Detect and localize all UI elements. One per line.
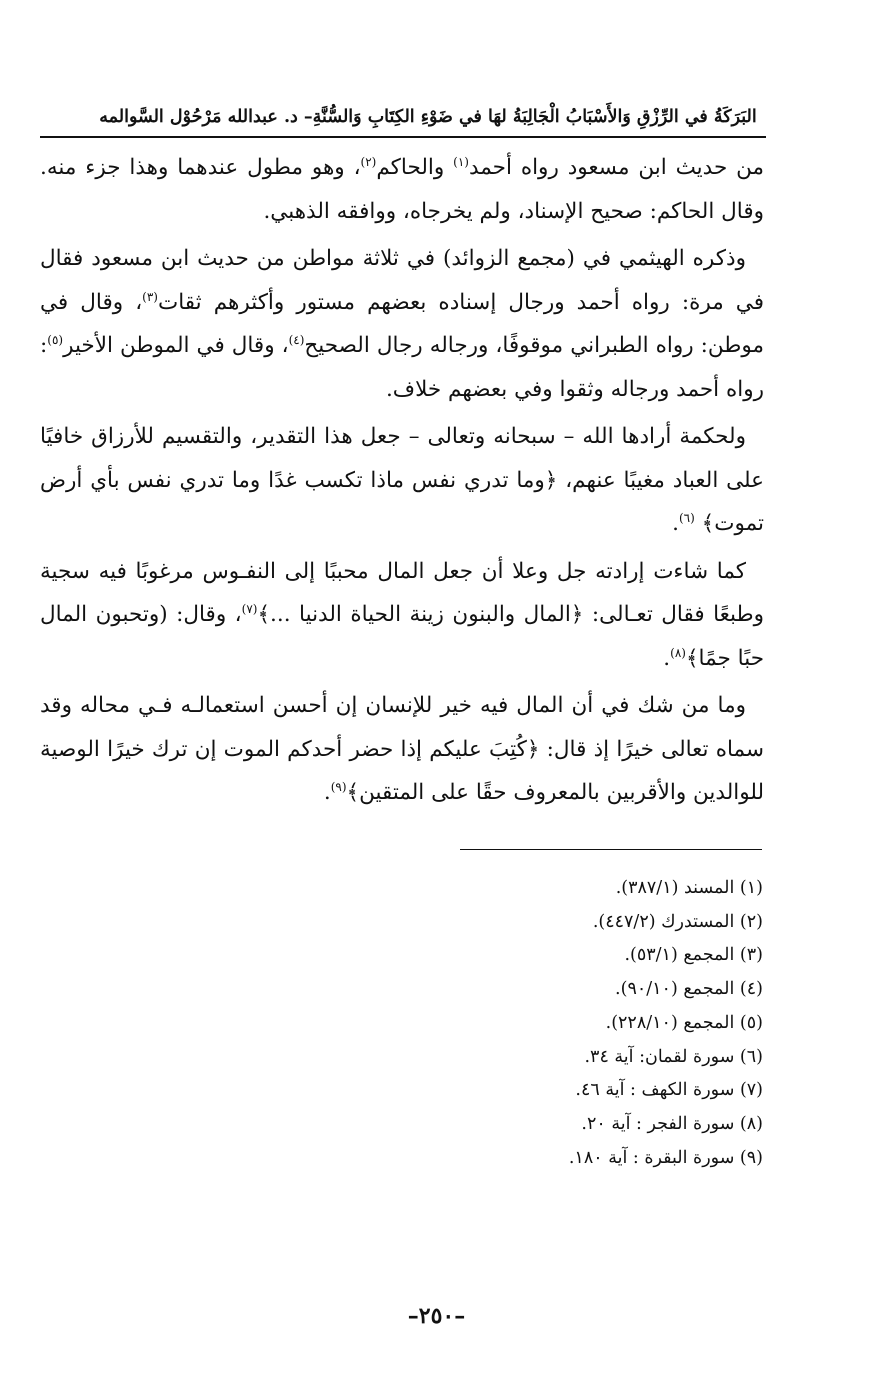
footnote-ref: (٣) (142, 289, 158, 304)
footnote-ref: (٤) (288, 332, 305, 347)
text-run: والحاكم (376, 155, 454, 180)
footnote-ref: (٦) (678, 510, 695, 525)
text-run: . (663, 645, 671, 671)
paragraph (40, 415, 764, 546)
footnote-ref: (١) (453, 154, 469, 169)
footnote-ref: (٧) (241, 601, 258, 616)
footnote-item: (١) المسند (٣٨٧/١). (615, 878, 763, 898)
text-run: ، وقال في الموطن الأخير (63, 333, 289, 358)
page-number: –٢٥٠– (407, 1303, 466, 1329)
text-run: : رواه أحمد ورجاله وثقوا وفي بعضهم خلاف. (40, 333, 764, 402)
footnote-item: (٨) سورة الفجر : آية ٢٠. (581, 1113, 763, 1134)
paragraph (40, 146, 764, 233)
quran-quote: ﴿المال والبنون زينة الحياة الدنيا ...﴾ (257, 602, 584, 627)
footnotes-list (433, 872, 763, 1175)
footnote-item: (٦) سورة لقمان: آية ٣٤. (584, 1046, 763, 1067)
footnote-ref: (٢) (360, 154, 377, 169)
footnote-ref: (٨) (670, 645, 686, 660)
header-rule (40, 136, 766, 138)
body-text (40, 146, 764, 819)
footnote-item: (٧) سورة الكهف : آية ٤٦. (575, 1080, 763, 1101)
text-run: من حديث ابن مسعود رواه أحمد (468, 155, 765, 180)
text-run (695, 511, 702, 536)
footnote-item: (٣) المجمع (٥٣/١). (624, 945, 763, 966)
text-run: . (323, 780, 331, 805)
text-run: ، وهو مطول عندهما وهذا جزء منه. وقال الحاكم: صحيح الإسناد، ولم يخرجاه، ووافقه الذهبي. (40, 155, 764, 224)
text-run: ولحكمة أرادها الله – سبحانه وتعالى – جعل هذا التقدير، والتقسيم للأرزاق خافيًا على العباد مغيبًا عنهم، (40, 424, 764, 493)
text-run: ، وقال: (167, 602, 242, 627)
footnote-ref: (٥) (47, 332, 64, 347)
footnote-separator (460, 849, 762, 850)
quran-quote: ﴿وما تدري نفس ماذا تكسب غدًا وما تدري نفس بأي أرض تموت﴾ (40, 467, 764, 536)
quran-quote: ﴿كُتِبَ عليكم إذا حضر أحدكم الموت إن ترك خيرًا الوصية للوالدين والأقربين بالمعروف حقًا على المتقين﴾ (40, 736, 764, 805)
footnote-item: (٥) المجمع (٢٢٨/١٠). (605, 1012, 763, 1033)
running-header: البَرَكَةُ في الرِّزْقِ وَالأَسْبَابُ الْجَالِبَةُ لهَا في ضَوْءِ الكِتَابِ وَالسُّنَّةِ– د. عبدالله مَرْحُوْل السَّوالمه (99, 107, 757, 127)
footnote-item: (٤) المجمع (٩٠/١٠). (615, 979, 763, 1000)
footnote-ref: (٩) (330, 779, 347, 794)
text-run: . (672, 511, 679, 536)
text-run: وما من شك في أن المال فيه خير للإنسان إن أحسن استعمالـه فـي محاله وقد سماه تعالى خيرًا إذ قال: (40, 693, 764, 762)
paragraph (40, 684, 764, 815)
text-run: كما شاءت إرادته جل وعلا أن جعل المال محببًا إلى النفـوس مرغوبًا فيه سجية وطبعًا فقال تعـالى: (40, 558, 765, 627)
paragraph (40, 237, 764, 411)
text-run: ، وقال في موطن: رواه الطبراني موقوفًا، ورجاله رجال الصحيح (40, 289, 764, 358)
quran-quote: (وتحبون المال حبًا جمًا﴾ (40, 602, 764, 671)
paragraph (40, 550, 764, 681)
text-run: وذكره الهيثمي في (مجمع الزوائد) في ثلاثة مواطن من حديث ابن مسعود فقال في مرة: رواه أحمد ورجال إسناده بعضهم مستور وأكثرهم ثقات (40, 246, 764, 315)
footnote-item: (٩) سورة البقرة : آية ١٨٠. (568, 1147, 763, 1168)
footnote-item: (٢) المستدرك (٤٤٧/٢). (592, 911, 763, 932)
